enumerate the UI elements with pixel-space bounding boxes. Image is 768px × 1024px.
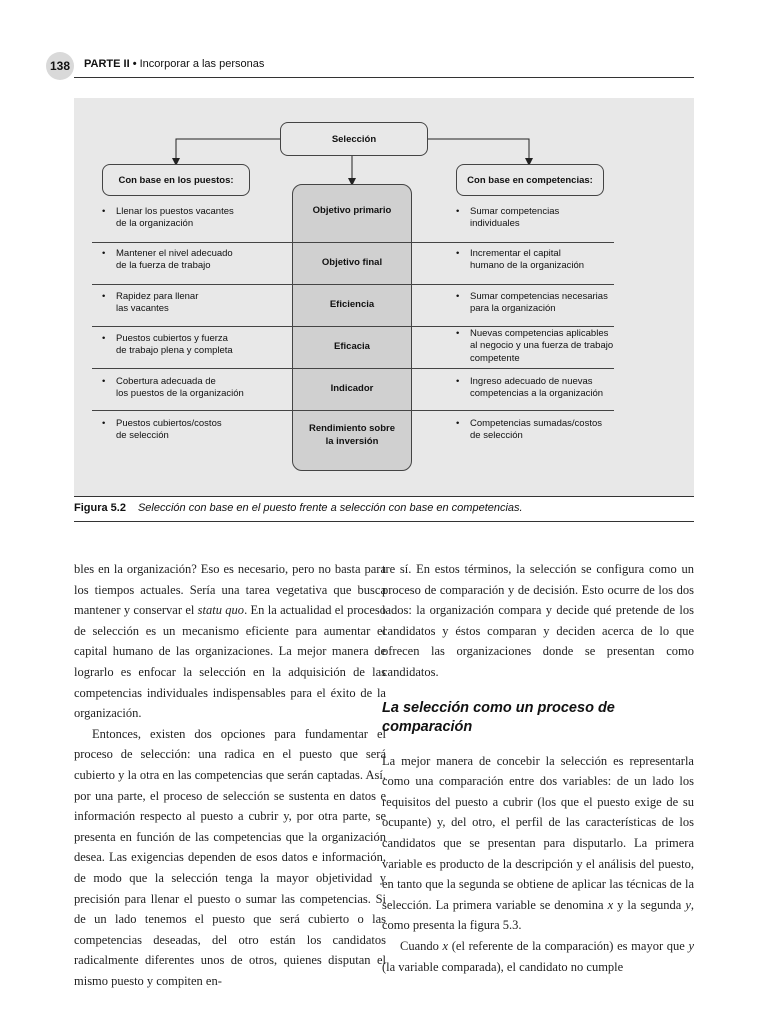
text-run: bles en la organización? Eso es necesario, pero no basta para los tiempos actuales. Sería una tarea vegetativa que busca mantener y conservar el bbox=[74, 562, 386, 618]
criterion-eficiencia: Eficiencia bbox=[329, 298, 375, 310]
criterion-eficacia: Eficacia bbox=[334, 340, 370, 352]
competencias-item: • Sumar competencias individuales bbox=[456, 206, 656, 231]
puestos-item-text: Llenar los puestos vacantes de la organización bbox=[116, 206, 234, 230]
text-run: (la variable comparada), el candidato no cumple bbox=[382, 959, 624, 974]
text-run: , como presenta la figura 5.3. bbox=[382, 897, 694, 933]
text-run: La mejor manera de concebir la selección es representarla como una comparación entre dos variables: de un lado los requisitos del puesto a cubrir (los que el puesto exige de su ocupante) y, del otro, el perfil de las características de los candidatos que se presentan para disputarlo. La primera variable es producto de la descripción y el análisis del puesto, en tanto que la segunda se obtiene de aplicar las técnicas de la selección. La primera variable se denomina bbox=[382, 753, 694, 912]
page-number: 138 bbox=[46, 52, 74, 80]
competencias-item-text: Nuevas competencias aplicables al negocio y una fuerza de trabajo competente bbox=[470, 328, 614, 364]
caption-text: Selección con base en el puesto frente a selección con base en competencias. bbox=[137, 502, 523, 514]
competencias-item: • Nuevas competencias aplicables al negocio y una fuerza de trabajo competente bbox=[456, 328, 656, 365]
caption-label: Figura 5.2 bbox=[74, 502, 126, 514]
text-run: Cuando bbox=[400, 938, 443, 953]
text-run: . En la actualidad el proceso de selección es un mecanismo eficiente para aumentar el capital humano de las organizaciones. La mejor manera de lograrlo es enfocar la selección en la adquisición de las competencias individuales indispensables para el éxito de la organización. bbox=[74, 603, 386, 721]
competencias-header-box: Con base en competencias: bbox=[456, 164, 604, 196]
puestos-item: • Rapidez para llenar las vacantes bbox=[102, 291, 302, 316]
caption-rule-bottom bbox=[74, 521, 694, 522]
competencias-item: • Incrementar el capital humano de la organización bbox=[456, 248, 656, 273]
variable-y: y bbox=[685, 897, 691, 912]
arrow-right bbox=[428, 139, 529, 162]
section-title: Incorporar a las personas bbox=[139, 58, 265, 70]
header-bullet: • bbox=[132, 58, 137, 70]
puestos-item-text: Mantener el nivel adecuado de la fuerza de trabajo bbox=[116, 248, 233, 272]
puestos-item-text: Puestos cubiertos/costos de selección bbox=[116, 418, 222, 442]
criterion-indicador: Indicador bbox=[330, 382, 374, 394]
body-column-right bbox=[382, 559, 694, 977]
text-run: y la segunda bbox=[613, 897, 686, 912]
paragraph bbox=[74, 559, 386, 724]
body-column-left bbox=[74, 559, 386, 991]
puestos-item-text: Rapidez para llenar las vacantes bbox=[116, 291, 199, 315]
text-run: (el referente de la comparación) es mayor que bbox=[448, 938, 689, 953]
seleccion-box: Selección bbox=[280, 122, 428, 156]
row-divider bbox=[92, 410, 614, 411]
text-run-italic: statu quo bbox=[197, 603, 245, 618]
criterion-objetivo-primario: Objetivo primario bbox=[312, 204, 392, 216]
competencias-item-text: Sumar competencias individuales bbox=[470, 206, 560, 230]
competencias-item-text: Ingreso adecuado de nuevas competencias a la organización bbox=[470, 376, 604, 400]
puestos-item: • Puestos cubiertos y fuerza de trabajo plena y completa bbox=[102, 333, 302, 358]
puestos-item: • Mantener el nivel adecuado de la fuerza de trabajo bbox=[102, 248, 302, 273]
part-label: PARTE II bbox=[84, 58, 130, 70]
competencias-item: • Competencias sumadas/costos de selección bbox=[456, 418, 656, 443]
puestos-item: • Llenar los puestos vacantes de la organización bbox=[102, 206, 302, 231]
caption-rule-top bbox=[74, 496, 694, 497]
puestos-header-box: Con base en los puestos: bbox=[102, 164, 250, 196]
arrow-left bbox=[176, 139, 280, 162]
competencias-item: • Ingreso adecuado de nuevas competencias a la organización bbox=[456, 376, 656, 401]
variable-x: x bbox=[607, 897, 614, 912]
criterion-rendimiento: Rendimiento sobre la inversión bbox=[308, 423, 396, 447]
puestos-item-text: Cobertura adecuada de los puestos de la organización bbox=[116, 376, 244, 400]
figure-caption bbox=[74, 502, 523, 514]
competencias-item-text: Competencias sumadas/costos de selección bbox=[470, 418, 603, 442]
section-heading: La selección como un proceso de comparación bbox=[382, 699, 615, 735]
puestos-item-text: Puestos cubiertos y fuerza de trabajo plena y completa bbox=[116, 333, 233, 357]
variable-x: x bbox=[442, 938, 449, 953]
paragraph bbox=[382, 751, 694, 936]
paragraph: tre sí. En estos términos, la selección se configura como un proceso de comparación y de decisión. Esto ocurre de los dos lados: la organización compara y decide qué pretende de los candidatos y éstos comparan y deciden acerca de lo que ofrecen las organizaciones donde se presentan como candidatos. bbox=[382, 562, 694, 679]
puestos-item: • Puestos cubiertos/costos de selección bbox=[102, 418, 302, 443]
paragraph: Entonces, existen dos opciones para fundamentar el proceso de selección: una radica en el puesto que será cubierto y la otra en las competencias que serán captadas. Así, por una parte, el proceso de selección se sustenta en datos e información respecto al puesto a cubrir y, por otra parte, se presenta en función de las competencias que la organización desea. Las exigencias dependen de esos datos e información, de modo que la selección tenga la mayor objetividad y precisión para llenar el puesto o sumar las competencias. Si de un lado tenemos el puesto que será cubierto o las competencias deseadas, del otro están los candidatos radicalmente diferentes unos de otros, quienes disputan el mismo puesto y compiten en- bbox=[74, 726, 386, 988]
puestos-item: • Cobertura adecuada de los puestos de la organización bbox=[102, 376, 302, 401]
competencias-item-text: Incrementar el capital humano de la organización bbox=[470, 248, 585, 272]
criterion-objetivo-final: Objetivo final bbox=[321, 256, 383, 268]
variable-y: y bbox=[688, 938, 695, 953]
competencias-item-text: Sumar competencias necesarias para la organización bbox=[470, 291, 608, 315]
paragraph bbox=[382, 936, 694, 977]
competencias-item: • Sumar competencias necesarias para la organización bbox=[456, 291, 656, 316]
